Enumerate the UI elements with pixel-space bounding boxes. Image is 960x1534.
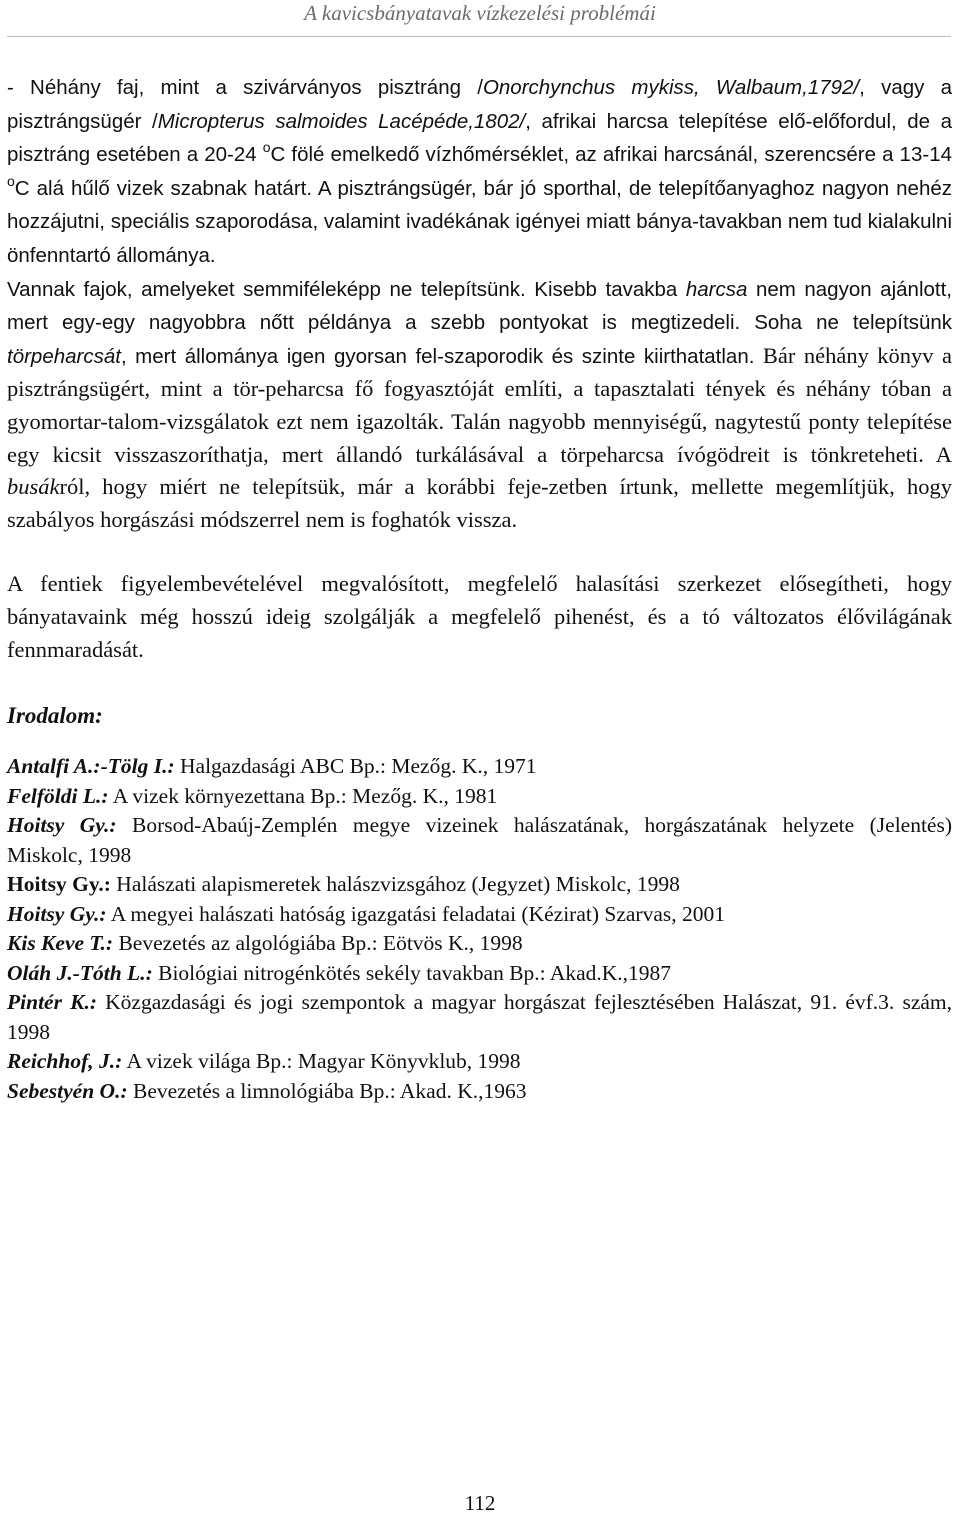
reference-author: Hoitsy Gy.: (7, 813, 117, 838)
reference-author: Pintér K.: (7, 990, 97, 1015)
reference-author: Hoitsy Gy.: (7, 901, 107, 926)
page-number: 112 (464, 1491, 496, 1515)
reference-item (7, 811, 952, 870)
text-run: C fölé emelkedő vízhőmérséklet, az afrikai harcsánál, szerencsére a 13-14 (270, 143, 952, 167)
reference-text: Közgazdasági és jogi szempontok a magyar horgászat fejlesztésében Halászat, 91. évf.3. szám, 1998 (7, 990, 953, 1044)
reference-author: Hoitsy Gy.: (7, 872, 111, 897)
species-name: törpeharcsát (7, 344, 121, 368)
text-run: C alá hűlő vizek szabnak határt. A pisztrángsügér, bár jó sporthal, de telepítőanyaghoz nagyon nehéz hozzájutni, speciális szaporodása, valamint ivadékának igényei miatt bánya-tavakban nem tud kialakulni önfenntartó állománya. (7, 176, 952, 267)
species-name: busák (7, 474, 60, 500)
body-paragraph-2: A fentiek figyelembevételével megvalósított, megfelelő halasítási szerkezet elősegítheti, hogy bányatavaink még hosszú ideig szolgálják a megfelelő pihenést, és a tó változatos élővilágának fennmaradását. (7, 571, 952, 662)
reference-text: A vizek világa Bp.: Magyar Könyvklub, 1998 (122, 1049, 521, 1074)
reference-item (7, 782, 952, 812)
reference-author: Oláh J.-Tóth L.: (7, 960, 153, 985)
reference-text: Halászati alapismeretek halászvizsgához (Jegyzet) Miskolc, 1998 (110, 872, 680, 897)
reference-item (7, 1077, 952, 1107)
degree-mark: o (7, 172, 15, 189)
text-run: Vannak fajok, amelyeket semmiféleképp ne telepítsünk. Kisebb tavakba (7, 277, 686, 301)
species-name: Onorchynchus mykiss, Walbaum,1792/ (482, 76, 860, 99)
reference-item (7, 959, 952, 989)
reference-item (7, 752, 952, 782)
reference-text: Bevezetés az algológiába Bp.: Eötvös K., 1998 (113, 931, 523, 956)
body-paragraph-1 (7, 71, 952, 536)
sans-text-run (7, 76, 952, 368)
reference-text: Biológiai nitrogénkötés sekély tavakban Bp.: Akad.K.,1987 (152, 960, 672, 985)
species-name: Micropterus salmoides Lacépéde,1802/ (157, 109, 526, 133)
reference-author: Antalfi A.:-Tölg I.: (7, 754, 175, 779)
reference-item (7, 900, 952, 930)
species-name: harcsa (685, 277, 748, 301)
reference-item (7, 1047, 952, 1077)
reference-list (7, 752, 952, 1106)
reference-text: Bevezetés a limnológiába Bp.: Akad. K.,1963 (127, 1078, 527, 1103)
text-run: , afrikai harcsa telepítése elő-előfordul, de a pisztráng esetében a 20-24 (7, 109, 952, 167)
reference-text: Halgazdasági ABC Bp.: Mezőg. K., 1971 (174, 754, 537, 779)
reference-item (7, 870, 952, 900)
running-header: A kavicsbányatavak vízkezelési problémái (304, 1, 656, 25)
text-run: - Néhány faj, mint a szivárványos pisztráng / (7, 76, 483, 99)
reference-author: Reichhof, J.: (7, 1049, 123, 1074)
reference-author: Felföldi L.: (7, 783, 109, 808)
text-run: , mert állománya igen gyorsan fel-szaporodik és szinte kiirthatatlan. (120, 344, 755, 368)
degree-mark: o (262, 139, 271, 156)
reference-item (7, 988, 952, 1047)
references-heading: Irodalom: (7, 703, 103, 729)
reference-author: Kis Keve T.: (7, 931, 114, 956)
reference-text: A vizek környezettana Bp.: Mezőg. K., 1981 (108, 783, 498, 808)
text-run: , vagy a pisztrángsügér / (7, 76, 953, 133)
reference-text: Borsod-Abaúj-Zemplén megye vizeinek halászatának, horgászatának helyzete (Jelentés) Miskolc, 1998 (7, 813, 953, 867)
text-run: nem nagyon ajánlott, mert egy-egy nagyobbra nőtt példánya a szebb pontyokat is megtizedeli. Soha ne telepítsünk (7, 277, 952, 335)
reference-author: Sebestyén O.: (7, 1078, 128, 1103)
reference-item (7, 929, 952, 959)
text-run: Bár néhány könyv a pisztrángsügért, mint a tör-peharcsa fő fogyasztóját említi, a tapasztalati tények és néhány tóban a gyomortar-talom-vizsgálatok ezt nem igazolták. Talán nagyobb mennyiségű, nagytestű ponty telepítése egy kicsit visszaszoríthatja, mert állandó turkálásával a törpeharcsa ívógödreit is tönkreteheti. A (7, 342, 952, 467)
page-content (7, 71, 952, 1106)
text-run: ról, hogy miért ne telepítsük, már a korábbi feje-zetben írtunk, mellette megemlítjük, hogy szabályos horgászási módszerrel nem is foghatók vissza. (7, 474, 952, 532)
header-divider (7, 36, 951, 37)
reference-text: A megyei halászati hatóság igazgatási feladatai (Kézirat) Szarvas, 2001 (106, 901, 725, 926)
